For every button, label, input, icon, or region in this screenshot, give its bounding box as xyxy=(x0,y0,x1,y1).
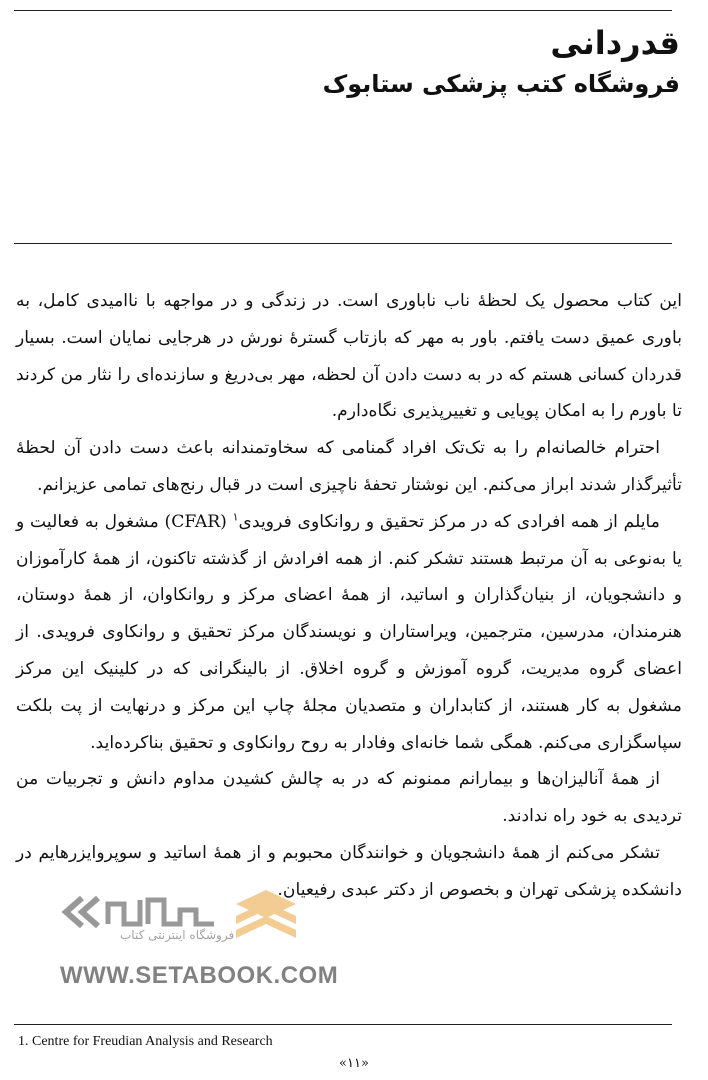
footnote-marker: ۱ xyxy=(232,510,239,524)
page-number: «۱۱» xyxy=(339,1056,369,1071)
footnote: 1. Centre for Freudian Analysis and Research xyxy=(18,1034,273,1049)
paragraph-4: از همهٔ آنالیزان‌ها و بیمارانم ممنونم که در به چالش کشیدن مداوم دانش و تجربیات من تردیدی به خود راه ندادند. xyxy=(16,769,682,827)
chapter-header xyxy=(323,20,680,102)
chapter-title: قدردانی xyxy=(550,24,680,62)
chapter-subtitle: فروشگاه کتب پزشکی ستابوک xyxy=(322,70,680,98)
paragraph-5: تشکر می‌کنم از همهٔ دانشجویان و خوانندگان محبوبم و از همهٔ اساتید و سوپروایزرهایم در دانشکده پزشکی تهران و بخصوص از دکتر عبدی رفیعیان. xyxy=(16,842,682,900)
watermark-url: WWW.SETABOOK.COM xyxy=(60,962,339,989)
paragraph-1: این کتاب محصول یک لحظهٔ ناب ناباوری است. در زندگی و در مواجهه با ناامیدی کامل، به باوری عمیق دست یافتم. باور به مهر که بازتاب گسترهٔ نورش در هرجایی نمایان است. بسیار قدردان کسانی هستم که در به دست دادن آن لحظه، مهر بی‌دریغ و سازنده‌ای را نثار من کردند تا باورم را به امکان پویایی و تغییرپذیری نگاه‌دارم. xyxy=(16,291,682,422)
top-rule xyxy=(14,10,672,11)
paragraph-3-start: مایلم از همه افرادی که در مرکز تحقیق و روانکاوی فرویدی xyxy=(238,511,660,532)
paragraph-3 xyxy=(16,504,682,762)
setabook-watermark xyxy=(60,890,390,1000)
footnote-rule xyxy=(14,1024,672,1025)
setabook-logo-icon xyxy=(60,890,390,962)
paragraph-3-rest: (CFAR) مشغول به فعالیت و یا به‌نوعی به آن مرتبط هستند تشکر کنم. از همه افرادش از گذشته تاکنون، از همهٔ کارآموزان و دانشجویان، از بنیان‌گذاران و اساتید، از همهٔ اعضای مرکز و روانکاوان، از همهٔ دوستان، هنرمندان، مدرسین، مترجمین، ویراستاران و نویسندگان مرکز تحقیق و روانکاوی فرویدی. از اعضای گروه مدیریت، گروه آموزش و گروه اخلاق. از بالینگرانی که در کلینیک این مرکز مشغول به کار هستند، از کتابداران و متصدیان مجلهٔ چاپ این مرکز و درنهایت از پت بلکت سپاسگزاری می‌کنم. همگی شما خانه‌ای وفادار به روح روانکاوی و تحقیق بناکرده‌اید. xyxy=(16,511,682,753)
paragraph-2: احترام خالصانه‌ام را به تک‌تک افراد گمنامی که سخاوتمندانه باعث دست دادن آن لحظهٔ تأثیرگذار شدند ابراز می‌کنم. این نوشتار تحفهٔ ناچیزی است در قبال رنج‌های تمامی عزیزانم. xyxy=(16,438,682,495)
watermark-shop-label: فروشگاه اینترنتی کتاب xyxy=(120,928,235,942)
acknowledgement-body xyxy=(16,283,682,909)
header-bottom-rule xyxy=(14,243,672,244)
